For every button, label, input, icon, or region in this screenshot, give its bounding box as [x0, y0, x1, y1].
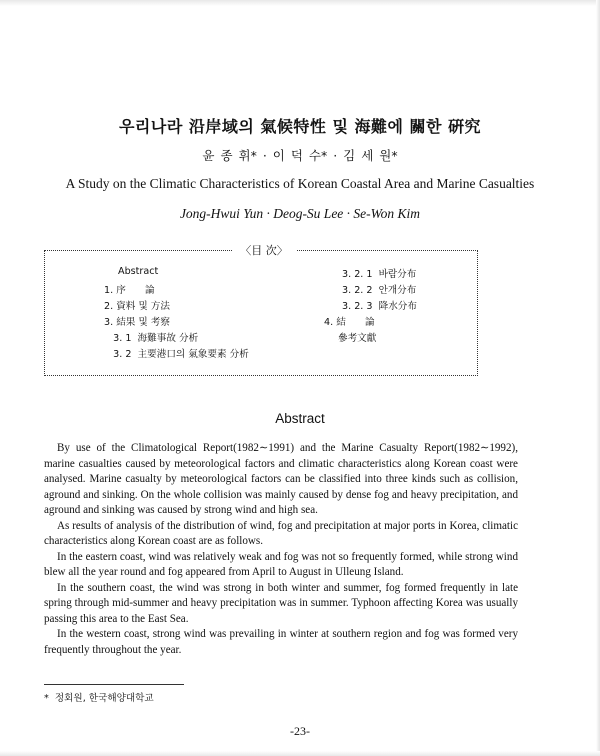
author-ko-3: 김 세 원* [343, 148, 398, 163]
scan-edge-top [0, 0, 600, 6]
footnote-rule [44, 684, 184, 685]
toc-entry: 3. 2. 1 바람分布 [342, 269, 417, 280]
page-number: -23- [290, 724, 310, 738]
toc-heading-close: 次〉 [265, 244, 288, 257]
toc-entry: 4. 結 論 [324, 317, 375, 328]
toc-entry: Abstract [118, 266, 159, 277]
abstract-body [44, 441, 518, 658]
toc-heading [232, 242, 296, 258]
author-separator: · [262, 148, 267, 163]
author-ko-2: 이 덕 수* [272, 148, 328, 163]
abstract-paragraph: In the southern coast, the wind was strong in both winter and summer, fog formed frequently in late spring through mid-summer and heavy precipitation was in summer. Typhoon affecting Korea was usually passing this area to the East Sea. [44, 581, 518, 625]
toc-entry: 2. 資料 및 方法 [104, 301, 170, 312]
paper-title-korean: 우리나라 沿岸域의 氣候特性 및 海難에 關한 硏究 [118, 117, 482, 136]
scan-edge-bottom [0, 751, 600, 756]
toc-heading-open: 〈目 [240, 244, 263, 257]
abstract-paragraph: In the western coast, strong wind was prevailing in winter at southern region and fog was formed very frequently throughout the year. [44, 628, 518, 656]
author-separator: · [333, 148, 338, 163]
toc-entry: 3. 1 海難事故 分析 [104, 333, 199, 344]
footnote: * 정회원, 한국해양대학교 [44, 693, 154, 704]
authors-english: Jong-Hwui Yun · Deog-Su Lee · Se-Won Kim [179, 206, 421, 221]
author-ko-1: 윤 종 휘* [202, 148, 257, 163]
authors-korean [0, 146, 600, 164]
toc-entry: 1. 序 論 [104, 285, 155, 296]
toc-entry: 3. 2. 3 降水分布 [342, 301, 417, 312]
toc-entry: 3. 結果 및 考察 [104, 317, 170, 328]
abstract-paragraph: By use of the Climatological Report(1982∼1991) and the Marine Casualty Report(1982∼1992), marine casualties caused by meteorological factors and climatic characteristics along Korean coast were analysed. Marine casualty by meteorological factors can be classified into three kinds such as collision, aground and sinking. On the whole collision was mainly caused by dense fog and heavy precipitation, and aground and sinking was caused by strong wind and high sea. [44, 442, 518, 516]
toc-entry: 3. 2 主要港口의 氣象要素 分析 [104, 349, 249, 360]
paper-title-english: A Study on the Climatic Characteristics of Korean Coastal Area and Marine Casualties [65, 176, 535, 191]
toc-entry: 3. 2. 2 안개分布 [342, 285, 417, 296]
abstract-paragraph: As results of analysis of the distribution of wind, fog and precipitation at major ports in Korea, climatic characteristics along Korean coast are as follows. [44, 519, 518, 547]
toc-entry: 參考文獻 [338, 333, 377, 344]
abstract-paragraph: In the eastern coast, wind was relatively weak and fog was not so frequently formed, while strong wind blew all the year round and fog appeared from April to August in Ulleung Island. [44, 550, 518, 578]
abstract-heading: Abstract [275, 411, 325, 426]
